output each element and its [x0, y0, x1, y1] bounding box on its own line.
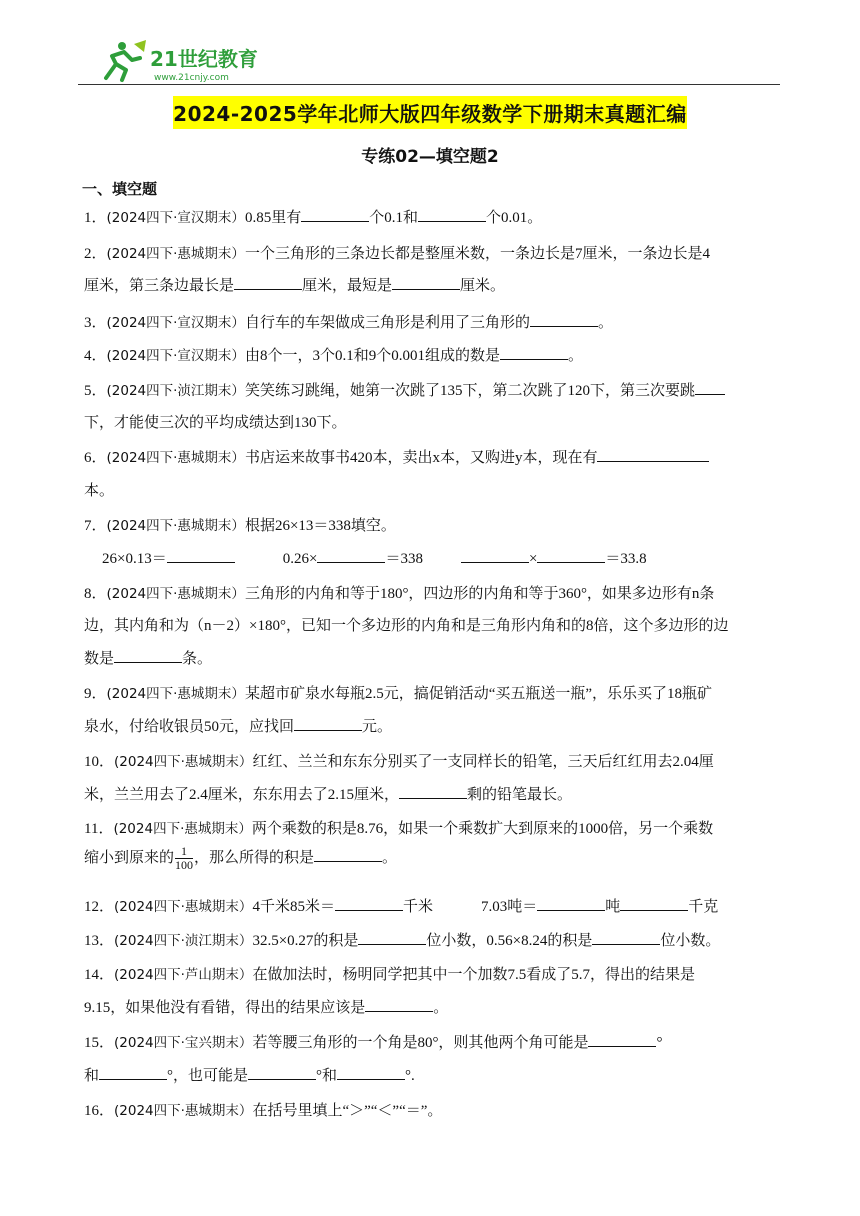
question-2-line-2: 厘米，第三条边最长是 厘米，最短是 厘米。	[84, 274, 774, 295]
answer-blank[interactable]	[99, 1065, 167, 1080]
answer-blank[interactable]	[248, 1065, 316, 1080]
question-14-line-2: 9.15，如果他没有看错，得出的结果应该是 。	[84, 996, 774, 1017]
answer-blank[interactable]	[418, 207, 486, 222]
answer-blank[interactable]	[114, 648, 182, 663]
question-8-line-2: 边，其内角和为（n－2）×180°，已知一个多边形的内角和是三角形内角和的8倍，这个多边形的边	[84, 618, 729, 634]
answer-blank[interactable]	[301, 207, 369, 222]
answer-blank[interactable]	[597, 447, 709, 462]
answer-blank[interactable]	[365, 997, 433, 1012]
question-11: 11．(2024四下·惠城期末）两个乘数的积是8.76，如果一个乘数扩大到原来的1000倍，另一个乘数	[84, 821, 714, 837]
question-9-line-2: 泉水，付给收银员50元，应找回 元。	[84, 715, 774, 736]
answer-blank[interactable]	[234, 275, 302, 290]
answer-blank[interactable]	[399, 784, 467, 799]
answer-blank[interactable]	[620, 896, 688, 911]
answer-blank[interactable]	[294, 716, 362, 731]
question-8-line-3: 数是 条。	[84, 647, 774, 668]
question-7-line-2: 26×0.13＝ 0.26× ＝338 × ＝33.8	[84, 547, 792, 568]
question-7: 7．(2024四下·惠城期末）根据26×13＝338填空。	[84, 518, 396, 534]
question-10-line-2: 米，兰兰用去了2.4厘米，东东用去了2.15厘米， 剩的铅笔最长。	[84, 783, 774, 804]
question-1: 1．(2024四下·宣汉期末）0.85里有 个0.1和 个0.01。	[84, 206, 774, 227]
question-16: 16．(2024四下·惠城期末）在括号里填上“＞”“＜”“＝”。	[84, 1103, 443, 1119]
answer-blank[interactable]	[592, 930, 660, 945]
answer-blank[interactable]	[530, 312, 598, 327]
logo-subtext: www.21cnjy.com	[154, 73, 229, 83]
answer-blank[interactable]	[537, 896, 605, 911]
answer-blank[interactable]	[335, 896, 403, 911]
question-13: 13．(2024四下·浈江期末）32.5×0.27的积是 位小数，0.56×8.24的积是 位小数。	[84, 929, 774, 950]
question-6-line-2: 本。	[84, 483, 115, 499]
question-11-line-2: 缩小到原来的 $\frac{1}{100}$ ，那么所得的积是 。	[84, 844, 398, 872]
page-title: 2024-2025学年北师大版四年级数学下册期末真题汇编	[173, 96, 687, 129]
answer-blank[interactable]	[314, 847, 382, 862]
answer-blank[interactable]	[392, 275, 460, 290]
answer-blank[interactable]	[461, 548, 529, 563]
question-14: 14．(2024四下·芦山期末）在做加法时，杨明同学把其中一个加数7.5看成了5.7，得出的结果是	[84, 967, 695, 983]
page-subtitle: 专练02—填空题2	[361, 147, 499, 167]
question-3: 3．(2024四下·宣汉期末）自行车的车架做成三角形是利用了三角形的 。	[84, 311, 774, 332]
site-logo	[100, 38, 275, 84]
answer-blank[interactable]	[317, 548, 385, 563]
question-6: 6．(2024四下·惠城期末）书店运来故事书420本，卖出x本，又购进y本，现在有	[84, 446, 774, 467]
fraction: $\frac{1}{100}$	[175, 844, 194, 872]
header-rule	[78, 84, 780, 85]
question-12: 12．(2024四下·惠城期末）4千米85米＝ 千米 7.03吨＝ 吨 千克	[84, 895, 774, 916]
answer-blank[interactable]	[588, 1032, 656, 1047]
question-5-line-2: 下，才能使三次的平均成绩达到130下。	[84, 415, 347, 431]
answer-blank[interactable]	[695, 380, 725, 395]
question-9: 9．(2024四下·惠城期末）某超市矿泉水每瓶2.5元，搞促销活动“买五瓶送一瓶”，乐乐买了18瓶矿	[84, 686, 713, 702]
answer-blank[interactable]	[358, 930, 426, 945]
question-4: 4．(2024四下·宣汉期末）由8个一，3个0.1和9个0.001组成的数是 。	[84, 344, 774, 365]
section-heading: 一、填空题	[82, 180, 158, 198]
runner-icon	[106, 40, 146, 80]
answer-blank[interactable]	[537, 548, 605, 563]
question-15-line-2: 和 °，也可能是 °和 °.	[84, 1064, 774, 1085]
question-5: 5．(2024四下·浈江期末）笑笑练习跳绳，她第一次跳了135下，第二次跳了120下，第三次要跳	[84, 379, 774, 400]
answer-blank[interactable]	[167, 548, 235, 563]
logo-text: 21世纪教育	[150, 47, 258, 71]
question-8: 8．(2024四下·惠城期末）三角形的内角和等于180°，四边形的内角和等于360°，如果多边形有n条	[84, 586, 715, 602]
answer-blank[interactable]	[500, 345, 568, 360]
answer-blank[interactable]	[337, 1065, 405, 1080]
question-15: 15．(2024四下·宝兴期末）若等腰三角形的一个角是80°，则其他两个角可能是 °	[84, 1031, 774, 1052]
question-2: 2．(2024四下·惠城期末）一个三角形的三条边长都是整厘米数，一条边长是7厘米，一条边长是4	[84, 246, 710, 262]
question-10: 10．(2024四下·惠城期末）红红、兰兰和东东分别买了一支同样长的铅笔，三天后红红用去2.04厘	[84, 754, 714, 770]
